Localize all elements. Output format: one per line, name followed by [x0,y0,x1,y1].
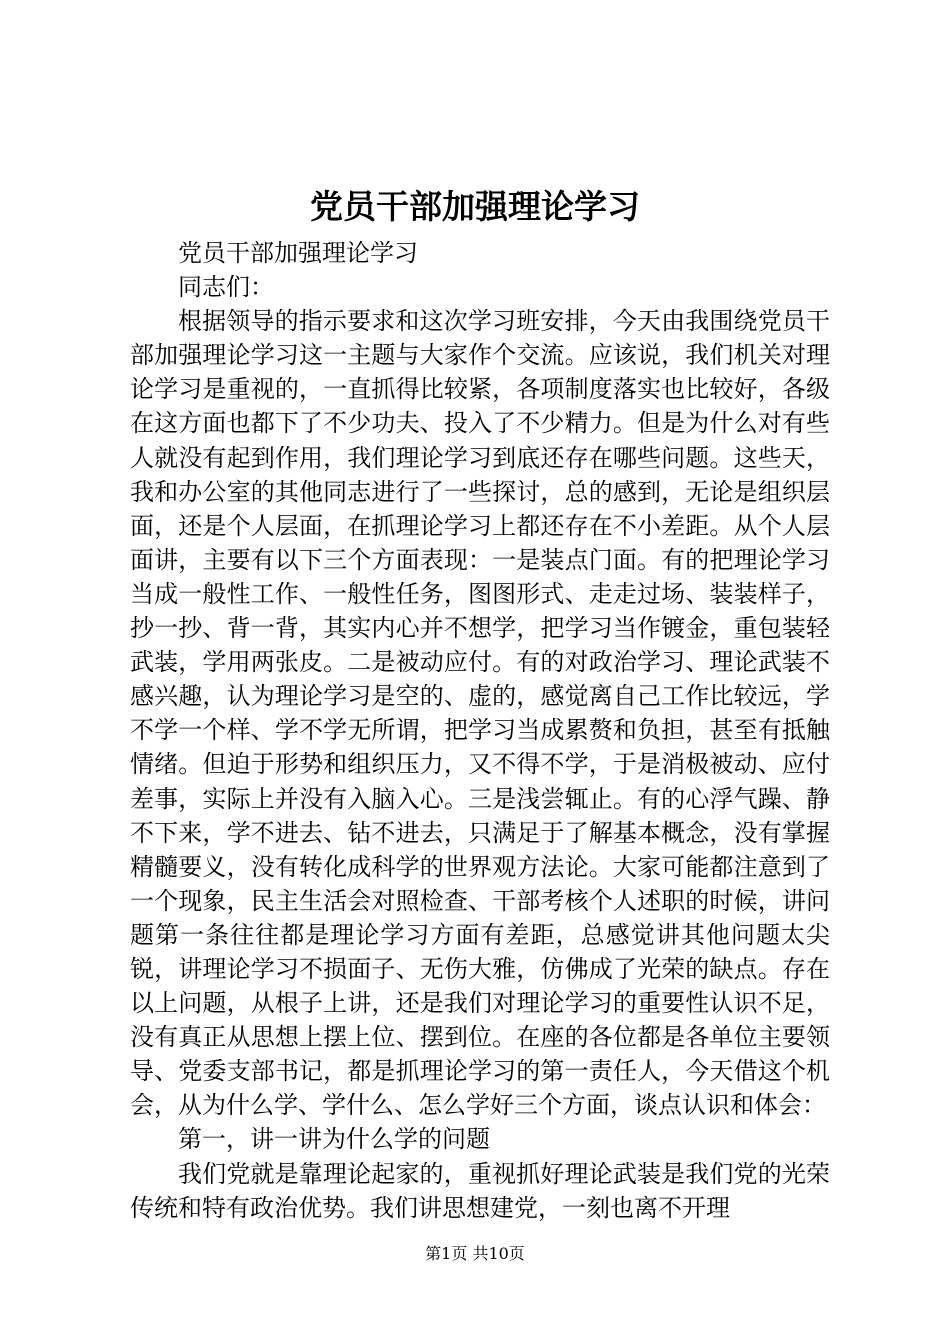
page-footer: 第1页 共10页 [425,1244,525,1263]
body-paragraph: 党员干部加强理论学习 [178,239,418,267]
body-paragraph: 根据领导的指示要求和这次学习班安排，今天由我围绕党员干部加强理论学习这一主题与大家作个交流。应该说，我们机关对理论学习是重视的，一直抓得比较紧，各项制度落实也比较好，各级在这方面也都下了不少功夫、投入了不少精力。但是为什么对有些人就没有起到作用，我们理论学习到底还存在哪些问题。这些天，我和办公室的其他同志进行了一些探讨，总的感到，无论是组织层面，还是个人层面，在抓理论学习上都还存在不小差距。从个人层面讲，主要有以下三个方面表现：一是装点门面。有的把理论学习当成一般性工作、一般性任务，图图形式、走走过场、装装样子，抄一抄、背一背，其实内心并不想学，把学习当作镀金，重包装轻武装，学用两张皮。二是被动应付。有的对政治学习、理论武装不感兴趣，认为理论学习是空的、虚的，感觉离自己工作比较远，学不学一个样、学不学无所谓，把学习当成累赘和负担，甚至有抵触情绪。但迫于形势和组织压力，又不得不学，于是消极被动、应付差事，实际上并没有入脑入心。三是浅尝辄止。有的心浮气躁、静不下来，学不进去、钻不进去，只满足于了解基本概念，没有掌握精髓要义，没有转化成科学的世界观方法论。大家可能都注意到了一个现象，民主生活会对照检查、干部考核个人述职的时候，讲问题第一条往往都是理论学习方面有差距，总感觉讲其他问题太尖锐，讲理论学习不损面子、无伤大雅，仿佛成了光荣的缺点。存在以上问题，从根子上讲，还是我们对理论学习的重要性认识不足，没有真正从思想上摆上位、摆到位。在座的各位都是各单位主要领导、党委支部书记，都是抓理论学习的第一责任人，今天借这个机会，从为什么学、学什么、怎么学好三个方面，谈点认识和体会： [130,307,830,1120]
body-paragraph: 同志们： [178,273,274,302]
section-heading: 第一，讲一讲为什么学的问题 [178,1125,490,1154]
document-title: 党员干部加强理论学习 [310,187,640,226]
body-paragraph: 我们党就是靠理论起家的，重视抓好理论武装是我们党的光荣传统和特有政治优势。我们讲思想建党，一刻也离不开理 [130,1159,830,1222]
document-body [130,236,830,1225]
